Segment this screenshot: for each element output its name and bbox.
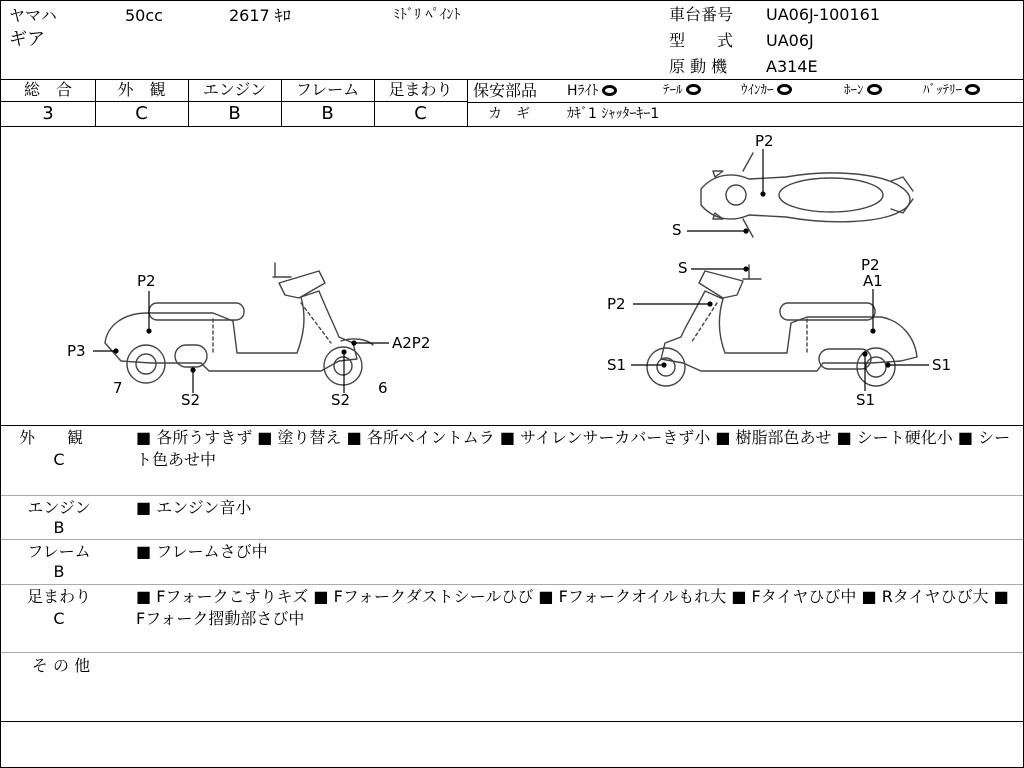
engine-label: エンジン [202, 80, 267, 99]
overall-grade: 3 [42, 103, 54, 124]
label-top-p2: P2 [755, 132, 774, 150]
safety-item-headlight: Hﾗｲﾄ [567, 82, 617, 100]
exterior-grade: C [135, 103, 148, 124]
engine-grade: B [228, 103, 241, 124]
safety-item-taillight: ﾃｰﾙ [663, 82, 701, 100]
label-left-6: 6 [378, 379, 388, 397]
detail-engine-desc: ■ エンジン音小 [136, 498, 252, 517]
exterior-label: 外 観 [117, 80, 166, 99]
detail-suspension-desc: ■ Fフォークこすりキズ ■ Fフォークダストシールひび ■ Fフォークオイルもれ大 ■ Fタイヤひび中 ■ Rタイヤひび大 ■ Fフォーク摺動部さび中 [136, 587, 1009, 628]
key-label: カ ギ [488, 106, 530, 122]
label-left-s2-rear: S2 [181, 391, 201, 409]
label-left-a2p2: A2P2 [392, 334, 431, 352]
ok-circle-icon [965, 84, 980, 95]
displacement: 50cc [125, 6, 163, 25]
detail-suspension-grade: C [53, 609, 65, 628]
ok-circle-icon [602, 85, 617, 96]
engine-code: A314E [766, 57, 818, 76]
maker: ヤマハ [9, 6, 57, 25]
divider [1, 101, 467, 102]
detail-other-name: そ の 他 [31, 656, 91, 675]
label-right-s1-bottom: S1 [856, 391, 876, 409]
divider [467, 79, 468, 126]
frame-no: UA06J-100161 [766, 5, 881, 24]
label-top-s: S [672, 221, 682, 239]
key-value: ｶｷﾞ1 ｼｬｯﾀｰｷｰ1 [567, 106, 660, 122]
detail-engine-name: エンジン [27, 498, 91, 517]
detail-frame-grade: B [53, 562, 65, 581]
detail-engine-grade: B [53, 518, 65, 537]
label-right-p2-top: P2 [861, 256, 880, 274]
damage-diagram [1, 127, 1023, 425]
safety-item-horn: ﾎｰﾝ [844, 82, 882, 100]
divider [1, 721, 1023, 722]
label-left-s2-front: S2 [331, 391, 351, 409]
divider [1, 652, 1023, 653]
detail-suspension-name: 足まわり [26, 587, 91, 606]
mileage: 2617 ｷﾛ [229, 6, 291, 25]
suspension-grade: C [414, 103, 427, 124]
safety-item-battery: ﾊﾞｯﾃﾘｰ [923, 82, 980, 100]
label-left-p2: P2 [137, 272, 156, 290]
suspension-label: 足まわり [388, 80, 453, 99]
overall-label: 総 合 [23, 80, 72, 99]
label-left-7: 7 [113, 379, 123, 397]
safety-label: 保安部品 [473, 81, 538, 100]
ok-circle-icon [777, 84, 792, 95]
detail-exterior-name: 外 観 [18, 428, 83, 447]
divider [1, 539, 1023, 540]
type-label: 型 式 [669, 31, 734, 50]
color: ﾐﾄﾞﾘ ﾍﾟｲﾝﾄ [393, 7, 461, 23]
frame-grade: B [321, 103, 334, 124]
label-right-p2: P2 [607, 295, 626, 313]
detail-exterior-desc: ■ 各所うすきず ■ 塗り替え ■ 各所ペイントムラ ■ サイレンサーカバーきず小 ■ 樹脂部色あせ ■ シート硬化小 ■ シート色あせ中 [136, 428, 1011, 469]
safety-item-winker: ｳｲﾝｶｰ [741, 82, 792, 100]
frame-no-label: 車台番号 [669, 5, 734, 24]
ok-circle-icon [686, 84, 701, 95]
divider [467, 102, 1023, 103]
label-right-s1-front: S1 [607, 356, 627, 374]
detail-exterior-grade: C [53, 450, 65, 469]
label-right-a1: A1 [863, 272, 883, 290]
ok-circle-icon [867, 84, 882, 95]
divider [1, 495, 1023, 496]
divider [1, 425, 1023, 426]
detail-frame-desc: ■ フレームさび中 [136, 542, 268, 561]
divider [1, 584, 1023, 585]
frame-label: フレーム [295, 80, 360, 99]
label-right-s1-rear: S1 [932, 356, 952, 374]
detail-frame-name: フレーム [27, 542, 91, 561]
type-value: UA06J [766, 31, 814, 50]
scooter-top-view-icon [701, 153, 913, 237]
label-right-s: S [678, 259, 688, 277]
engine-code-label: 原 動 機 [669, 57, 728, 76]
label-left-p3: P3 [67, 342, 86, 360]
model-name: ギア [9, 29, 45, 50]
